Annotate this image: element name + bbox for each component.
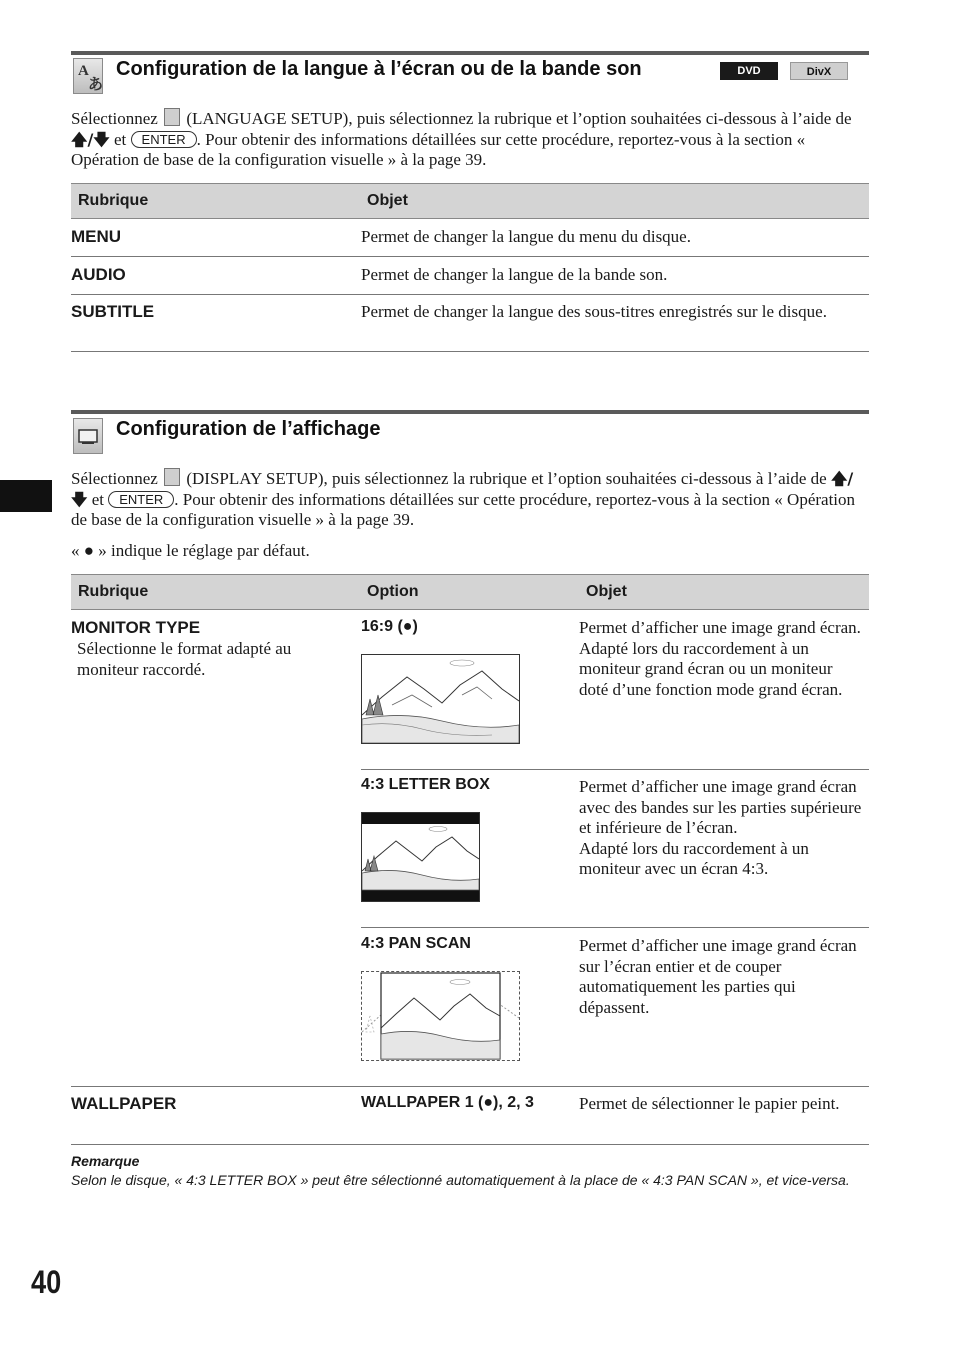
option-pan-scan-object: Permet d’afficher une image grand écran sur l’écran entier et de couper automatiquement les parties qui dépassent.: [579, 936, 857, 1017]
up-down-arrows-icon: 🡅/🡇: [71, 469, 854, 509]
row-subtitle-object: Permet de changer la langue des sous-titres enregistrés sur le disque.: [361, 302, 827, 321]
page-number: 40: [31, 1264, 62, 1300]
option-16-9-object: Permet d’afficher une image grand écran. Adapté lors du raccordement à un moniteur grand écran ou un moniteur doté d’une fonction mode grand écran.: [579, 618, 861, 699]
monitor-type-item: MONITOR TYPE: [71, 618, 201, 637]
row-divider: [71, 1144, 869, 1145]
row-divider: [361, 769, 869, 770]
note-text: Selon le disque, « 4:3 LETTER BOX » peut être sélectionné automatiquement à la place de « 4:3 PAN SCAN », et vice-versa.: [71, 1172, 850, 1188]
language-mini-icon: [164, 108, 180, 126]
wallpaper-option: WALLPAPER 1 (●), 2, 3: [361, 1094, 534, 1111]
up-down-arrows-icon: 🡅/🡇: [71, 129, 110, 149]
row-divider: [361, 927, 869, 928]
option-pan-scan: 4:3 PAN SCAN: [361, 935, 471, 952]
section-rule-display: [71, 410, 869, 414]
row-divider: [71, 256, 869, 257]
enter-key: ENTER: [108, 491, 174, 508]
wallpaper-item: WALLPAPER: [71, 1094, 177, 1113]
option-letter-box: 4:3 LETTER BOX: [361, 776, 490, 793]
svg-text:あ: あ: [88, 77, 102, 93]
row-audio-item: AUDIO: [71, 265, 126, 284]
wide-screen-thumbnail: [361, 654, 520, 744]
monitor-type-desc: Sélectionne le format adapté au moniteur raccordé.: [77, 639, 292, 679]
row-subtitle-item: SUBTITLE: [71, 302, 155, 321]
display-table-header: [71, 574, 869, 610]
row-menu-item: MENU: [71, 227, 122, 246]
row-divider: [71, 351, 869, 352]
note-title: Remarque: [71, 1153, 140, 1169]
row-audio-object: Permet de changer la langue de la bande son.: [361, 265, 668, 284]
display-mini-icon: [164, 468, 180, 486]
language-table-header: [71, 183, 869, 219]
row-divider: [71, 294, 869, 295]
svg-text:A: A: [78, 63, 89, 79]
section-rule-language: [71, 51, 869, 55]
dvd-badge: DVD: [720, 62, 778, 80]
header-rubrique: Rubrique: [78, 192, 149, 209]
section-title-language: Configuration de la langue à l’écran ou de la bande son: [116, 58, 642, 80]
row-divider: [71, 1086, 869, 1087]
language-setup-icon: [73, 58, 103, 94]
option-letter-box-object: Permet d’afficher une image grand écran avec des bandes sur les parties supérieure et inférieure de l’écran. Adapté lors du raccordement à un moniteur avec un écran 4:3.: [579, 777, 862, 878]
header-option: Option: [367, 583, 419, 600]
pan-scan-thumbnail: [361, 971, 520, 1061]
enter-key: ENTER: [131, 131, 197, 148]
option-16-9: 16:9 (●): [361, 618, 418, 635]
wallpaper-object: Permet de sélectionner le papier peint.: [579, 1094, 840, 1113]
default-setting-note: « ● » indique le réglage par défaut.: [71, 541, 310, 560]
letter-box-thumbnail: [361, 812, 480, 902]
row-menu-object: Permet de changer la langue du menu du disque.: [361, 227, 691, 246]
header-objet: Objet: [367, 192, 408, 209]
header-objet: Objet: [586, 583, 627, 600]
section-title-display: Configuration de l’affichage: [116, 418, 381, 440]
chapter-tab: [0, 480, 52, 512]
language-intro-paragraph: Sélectionnez (LANGUAGE SETUP), puis sélectionnez la rubrique et l’option souhaitées ci-dessous à l’aide de 🡅/🡇 et ENTER . Pour obtenir des informations détaillées sur cette procédure, reportez-vous à la section « Opération de base de la configuration visuelle » à la page 39.: [71, 109, 852, 169]
display-intro-paragraph: Sélectionnez (DISPLAY SETUP), puis sélectionnez la rubrique et l’option souhaitées ci-dessous à l’aide de 🡅/🡇 et ENTER . Pour obtenir des informations détaillées sur cette procédure, reportez-vous à la section « Opération de base de la configuration visuelle » à la page 39.: [71, 469, 856, 529]
divx-badge: DivX: [790, 62, 848, 80]
header-rubrique: Rubrique: [78, 583, 149, 600]
display-setup-icon: [73, 418, 103, 454]
